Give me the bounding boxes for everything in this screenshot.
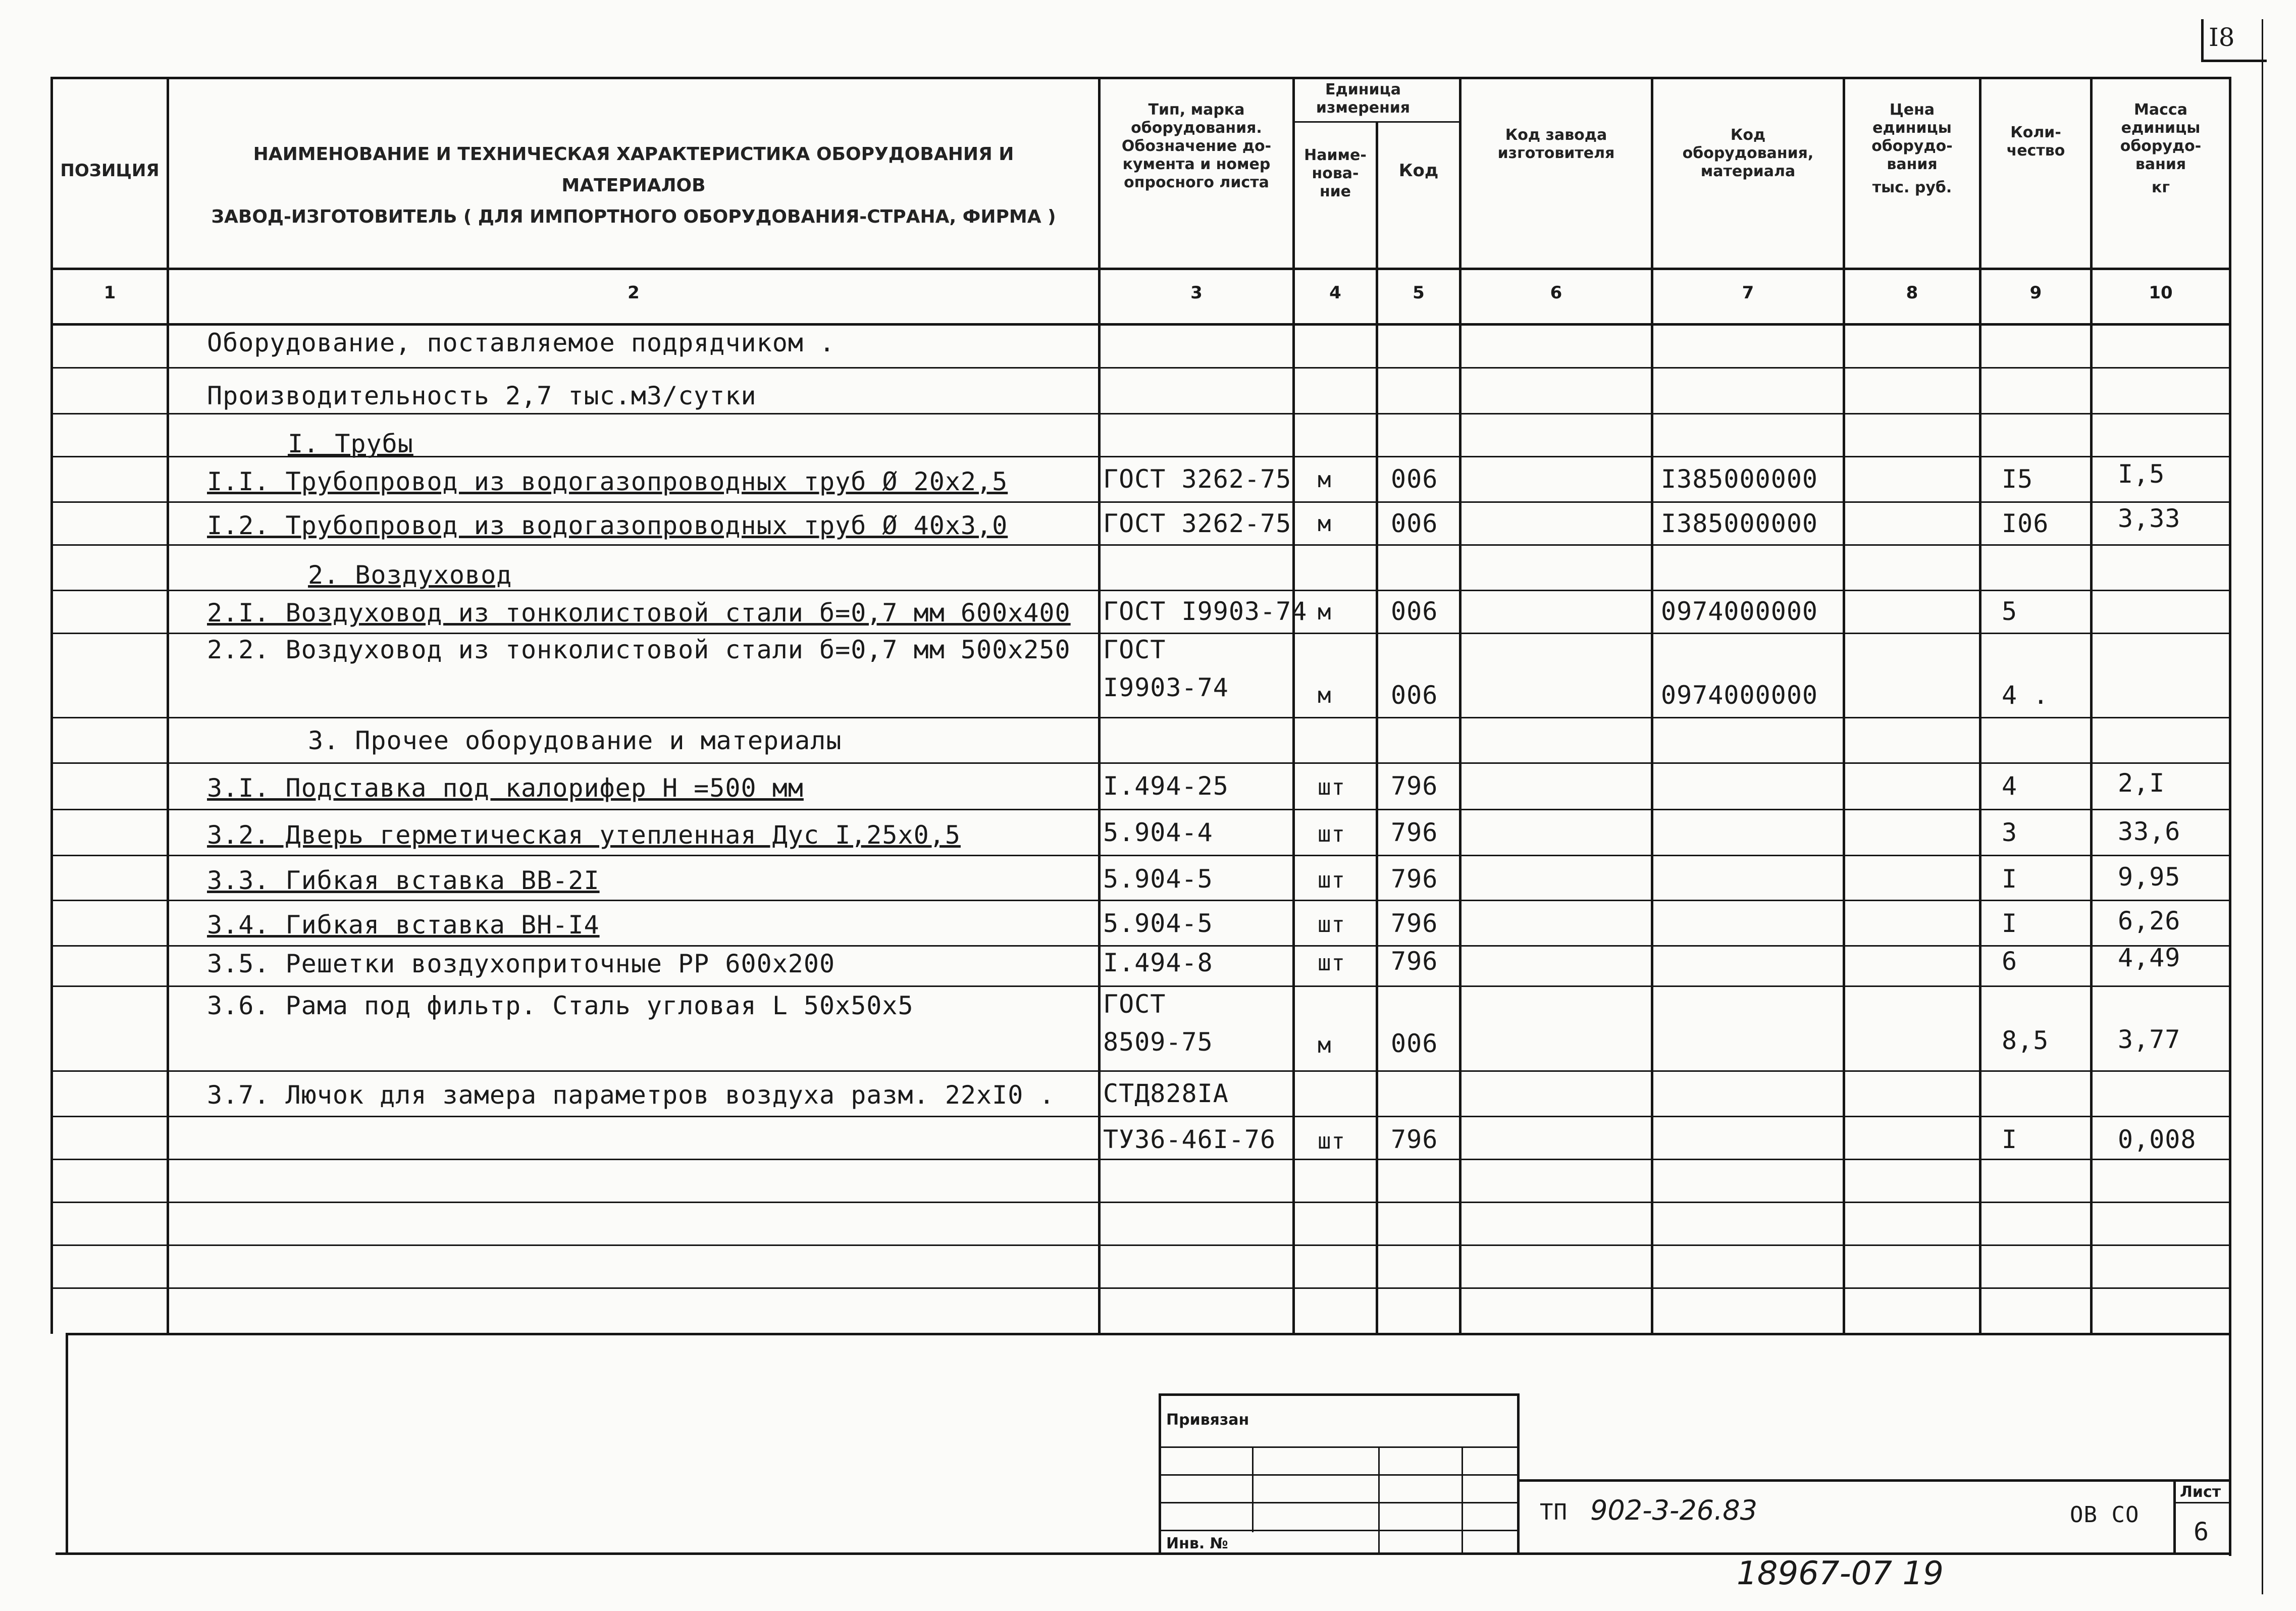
row-unit: шт [1318,1128,1345,1154]
row-type: ГОСТ [1103,635,1166,664]
row-equip-code: 0974000000 [1661,597,1818,626]
row-code: 006 [1391,464,1438,494]
row-name: 2.2. Воздуховод из тонколистовой стали б=0,7 мм 500х250 [207,635,1071,664]
row-mass: 6,26 [2118,906,2181,936]
row-type: СТД828IА [1103,1079,1229,1108]
row-mass: 2,I [2118,768,2165,798]
row-mass: 3,77 [2118,1025,2181,1054]
row-unit: м [1318,467,1332,493]
row-unit: м [1318,1032,1332,1058]
col-8-title: Цена единицы оборудо- вания тыс. руб. [1871,101,1953,196]
row-code: 796 [1391,864,1438,894]
row-qty: 4 [2002,771,2018,801]
row-qty: 3 [2002,818,2018,847]
row-mass: 4,49 [2118,943,2181,972]
col-num-8: 8 [1906,283,1918,303]
row-type: ГОСТ 3262-75 [1103,464,1292,494]
col-9-title: Коли- чество [2006,124,2065,160]
col-10-title: Масса единицы оборудо- вания кг [2120,101,2202,196]
col-num-5: 5 [1413,283,1425,303]
row-name: 3.3. Гибкая вставка ВВ-2I [207,866,600,895]
row-equip-code: 0974000000 [1661,681,1818,710]
row-name: 3.6. Рама под фильтр. Сталь угловая L 50х50х5 [207,991,914,1020]
row-qty: I [2002,1125,2018,1154]
row-unit: шт [1318,912,1345,938]
sheet-number: 6 [2194,1517,2210,1546]
row-unit: м [1318,599,1332,625]
row-code: 006 [1391,1029,1438,1058]
row-unit: м [1318,683,1332,708]
section-title: 3. Прочее оборудование и материалы [308,726,842,755]
row-mass: 33,6 [2118,817,2181,846]
col-num-3: 3 [1190,283,1203,303]
row-type: 8509-75 [1103,1027,1213,1057]
row-qty: 6 [2002,947,2018,976]
row-code: 006 [1391,597,1438,626]
row-name: Производительность 2,7 тыс.м3/сутки [207,381,757,410]
row-unit: шт [1318,774,1345,800]
col-num-1: 1 [103,283,116,303]
section-title: I. Трубы [288,429,413,458]
section-title: 2. Воздуховод [308,560,512,590]
row-mass: I,5 [2118,459,2165,489]
row-name: 2.I. Воздуховод из тонколистовой стали б=0,7 мм 600х400 [207,598,1071,628]
page-number: I8 [2209,23,2235,52]
col-num-4: 4 [1329,283,1341,303]
row-mass: 3,33 [2118,504,2181,533]
row-code: 796 [1391,771,1438,801]
row-type: 5.904-5 [1103,909,1213,938]
row-name: 3.I. Подставка под калорифер Н =500 мм [207,773,804,803]
list-label: Лист [2180,1483,2221,1501]
col-4-5-group-title: Единица измерения [1316,81,1411,117]
col-num-9: 9 [2029,283,2042,303]
row-type: ГОСТ I9903-74 [1103,597,1308,626]
tp-prefix: ТП [1540,1499,1568,1525]
col-6-title: Код завода изготовителя [1497,126,1615,162]
row-code: 006 [1391,681,1438,710]
row-type: ГОСТ 3262-75 [1103,509,1292,538]
row-code: 796 [1391,909,1438,938]
col-num-2: 2 [628,283,640,303]
col-num-7: 7 [1742,283,1754,303]
col-3-title: Тип, марка оборудования. Обозначение до- кумента и номер опросного листа [1121,101,1272,191]
row-type: I9903-74 [1103,673,1229,702]
privyazan-label: Привязан [1166,1411,1249,1429]
row-unit: м [1318,511,1332,537]
row-mass: 0,008 [2118,1125,2197,1154]
row-name: 3.4. Гибкая вставка ВН-I4 [207,910,600,940]
col-4-title: Наиме- нова- ние [1304,146,1367,200]
row-qty: I [2002,909,2018,938]
row-type: 5.904-5 [1103,864,1213,894]
row-code: 796 [1391,947,1438,976]
row-mass: 9,95 [2118,862,2181,892]
row-qty: 5 [2002,597,2018,626]
row-qty: 8,5 [2002,1026,2049,1055]
row-equip-code: I385000000 [1661,509,1818,538]
row-unit: шт [1318,867,1345,893]
ov-co-label: ОВ СО [2070,1502,2140,1528]
row-unit: шт [1318,821,1345,847]
bottom-stamp: 18967-07 19 [1737,1555,1944,1592]
row-type: ТУ36-46I-76 [1103,1125,1276,1154]
row-code: 796 [1391,818,1438,847]
row-name: 3.5. Решетки воздухоприточные РР 600х200 [207,949,836,978]
row-name: 3.2. Дверь герметическая утепленная Дус I,25х0,5 [207,820,961,850]
row-qty: 4 . [2002,681,2049,710]
row-type: ГОСТ [1103,990,1166,1019]
row-name: I.2. Трубопровод из водогазопроводных труб Ø 40х3,0 [207,511,1008,540]
col-2-title: НАИМЕНОВАНИЕ И ТЕХНИЧЕСКАЯ ХАРАКТЕРИСТИКА ОБОРУДОВАНИЯ И МАТЕРИАЛОВ ЗАВОД-ИЗГОТОВИТЕЛЬ ( ДЛЯ ИМПОРТНОГО ОБОРУДОВАНИЯ-СТРАНА, ФИРМА ) [211,144,1056,227]
col-5-title: Код [1398,161,1439,181]
row-code: 006 [1391,509,1438,538]
row-equip-code: I385000000 [1661,464,1818,494]
inv-no-label: Инв. № [1166,1535,1228,1552]
col-num-10: 10 [2149,283,2173,303]
col-num-6: 6 [1550,283,1562,303]
row-unit: шт [1318,950,1345,976]
row-name: I.I. Трубопровод из водогазопроводных труб Ø 20х2,5 [207,467,1008,496]
row-qty: I5 [2002,464,2033,494]
row-code: 796 [1391,1125,1438,1154]
row-type: I.494-8 [1103,948,1213,977]
col-7-title: Код оборудования, материала [1682,126,1814,180]
tp-number: 902-3-26.83 [1590,1494,1757,1526]
row-name: Оборудование, поставляемое подрядчиком . [207,328,836,357]
col-1-title: ПОЗИЦИЯ [60,161,160,181]
row-type: I.494-25 [1103,771,1229,801]
row-qty: I06 [2002,509,2049,538]
row-type: 5.904-4 [1103,818,1213,847]
row-name: 3.7. Лючок для замера параметров воздуха разм. 22хI0 . [207,1080,1055,1110]
row-qty: I [2002,864,2018,894]
